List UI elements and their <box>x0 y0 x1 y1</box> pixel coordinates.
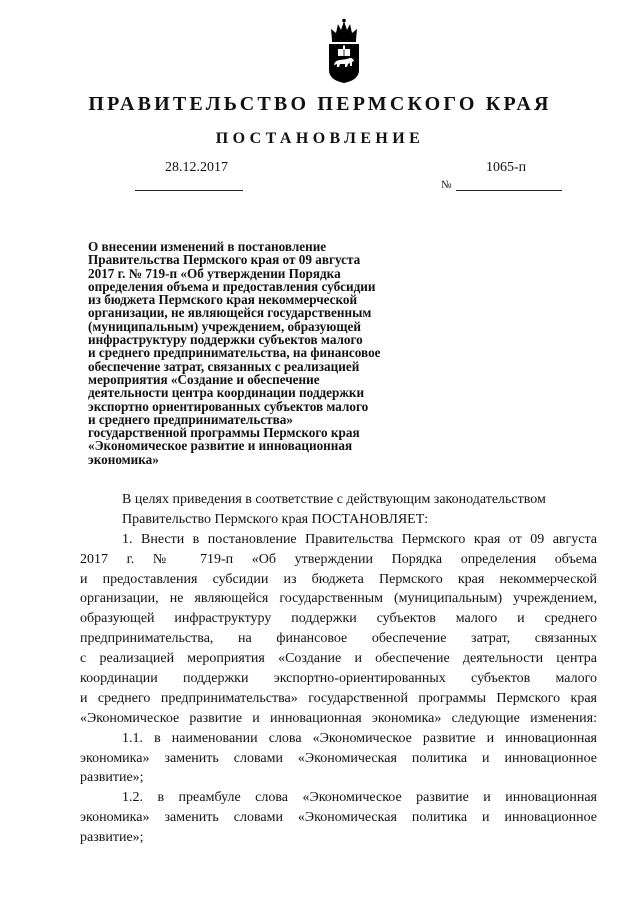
document-type: ПОСТАНОВЛЕНИЕ <box>215 130 425 147</box>
body-line: 1.1. в наименовании слова «Экономическое развитие и инновационная <box>122 730 597 746</box>
body-line: Правительство Пермского края ПОСТАНОВЛЯЕТ: <box>122 511 429 527</box>
body-line: экономика» заменить словами «Экономическая политика и инновационное <box>80 750 597 766</box>
body-line: и предоставления субсидии из бюджета Пермского края некоммерческой <box>80 571 597 587</box>
subject-line: 2017 г. № 719-п «Об утверждении Порядка <box>88 265 341 281</box>
subject-line: мероприятия «Создание и обеспечение <box>88 371 320 387</box>
subject-line: организации, не являющейся государственным <box>88 305 372 321</box>
body-line: 2017 г. № 719-п «Об утверждении Порядка определения объема <box>80 551 597 567</box>
subject-line: и среднего предпринимательства, на финансовое <box>88 345 381 361</box>
body-line: 1.2. в преамбуле слова «Экономическое развитие и инновационная <box>122 790 597 806</box>
subject-line: Правительства Пермского края от 09 августа <box>88 252 361 268</box>
subject-line: из бюджета Пермского края некоммерческой <box>88 292 358 308</box>
document-subject <box>88 240 428 466</box>
subject-line: (муниципальным) учреждением, образующей <box>88 318 361 334</box>
subject-line: деятельности центра координации поддержки <box>88 385 365 401</box>
body-line: и среднего предпринимательства» государственной программы Пермского края <box>80 690 597 706</box>
number-underline <box>456 190 562 191</box>
number-sign: № <box>441 179 452 191</box>
body-line: экономика» заменить словами «Экономическая политика и инновационное <box>80 810 597 826</box>
body-line: В целях приведения в соответствие с действующим законодательством <box>122 492 546 507</box>
body-line: организации, не являющейся государственным (муниципальным) учреждением, <box>80 591 597 607</box>
date-underline <box>135 190 243 191</box>
government-title: ПРАВИТЕЛЬСТВО ПЕРМСКОГО КРАЯ <box>88 93 552 115</box>
body-line: образующей инфраструктуру поддержки субъектов малого и среднего <box>80 611 597 627</box>
subject-line: О внесении изменений в постановление <box>88 239 327 254</box>
subject-line: экспортно ориентированных субъектов малого <box>88 398 369 414</box>
body-line: координации поддержки экспортно-ориентированных субъектов малого <box>80 671 597 687</box>
body-line: предпринимательства, на финансовое обеспечение затрат, связанных <box>80 631 597 647</box>
subject-line: определения объема и предоставления субсидии <box>88 278 376 294</box>
document-number: 1065-п <box>486 160 527 175</box>
subject-line: и среднего предпринимательства» <box>88 411 293 427</box>
subject-line: «Экономическое развитие и инновационная <box>88 438 353 454</box>
subject-line: обеспечение затрат, связанных с реализацией <box>88 358 360 374</box>
subject-line: экономика» <box>88 451 159 467</box>
body-line: с реализацией мероприятия «Создание и обеспечение деятельности центра <box>80 651 597 667</box>
subject-line: инфраструктуру поддержки субъектов малого <box>88 332 363 348</box>
document-date: 28.12.2017 <box>165 160 228 175</box>
document-body <box>80 490 597 848</box>
perm-krai-coat-of-arms-icon <box>327 18 361 84</box>
body-line: развитие»; <box>80 770 144 786</box>
body-line: развитие»; <box>80 830 144 846</box>
body-line: 1. Внести в постановление Правительства Пермского края от 09 августа <box>122 531 597 547</box>
body-line: «Экономическое развитие и инновационная экономика» следующие изменения: <box>80 710 597 726</box>
subject-line: государственной программы Пермского края <box>88 425 360 441</box>
